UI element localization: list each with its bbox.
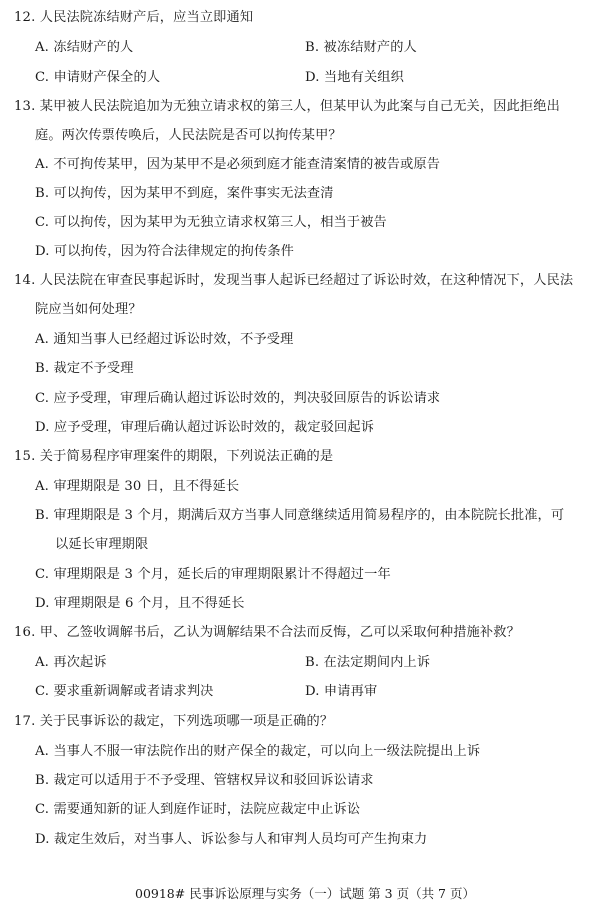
question-16-option-a: A. 再次起诉	[35, 655, 107, 670]
question-13-option-a: A. 不可拘传某甲，因为某甲不是必须到庭才能查清案情的被告或原告	[35, 157, 441, 172]
question-12-option-c: C. 申请财产保全的人	[35, 70, 161, 85]
question-13-stem-line-1: 13. 某甲被人民法院追加为无独立请求权的第三人，但某甲认为此案与自己无关，因此拒绝出	[14, 99, 560, 114]
question-16-option-c: C. 要求重新调解或者请求判决	[35, 684, 214, 699]
question-13-option-d: D. 可以拘传，因为符合法律规定的拘传条件	[35, 244, 295, 259]
question-17-stem: 17. 关于民事诉讼的裁定，下列选项哪一项是正确的？	[14, 714, 334, 729]
question-13-option-b: B. 可以拘传，因为某甲不到庭，案件事实无法查清	[35, 186, 334, 201]
question-14-stem-line-2: 院应当如何处理？	[35, 302, 142, 317]
question-17-option-b: B. 裁定可以适用于不予受理、管辖权异议和驳回诉讼请求	[35, 773, 374, 788]
question-14-option-b: B. 裁定不予受理	[35, 361, 134, 376]
question-12-option-b: B. 被冻结财产的人	[305, 40, 417, 55]
question-13-option-c: C. 可以拘传，因为某甲为无独立请求权第三人，相当于被告	[35, 215, 387, 230]
question-15-option-c: C. 审理期限是 3 个月，延长后的审理期限累计不得超过一年	[35, 567, 391, 582]
question-12-stem: 12. 人民法院冻结财产后，应当立即通知	[14, 10, 254, 25]
question-14-option-d: D. 应予受理，审理后确认超过诉讼时效的，裁定驳回起诉	[35, 420, 375, 435]
question-17-option-a: A. 当事人不服一审法院作出的财产保全的裁定，可以向上一级法院提出上诉	[35, 744, 481, 759]
question-13-stem-line-2: 庭。两次传票传唤后，人民法院是否可以拘传某甲？	[35, 128, 342, 143]
question-12-option-d: D. 当地有关组织	[305, 70, 404, 85]
question-15-stem: 15. 关于简易程序审理案件的期限，下列说法正确的是	[14, 449, 334, 464]
question-16-stem: 16. 甲、乙签收调解书后，乙认为调解结果不合法而反悔，乙可以采取何种措施补救？	[14, 625, 520, 640]
question-15-option-d: D. 审理期限是 6 个月，且不得延长	[35, 596, 245, 611]
question-14-stem-line-1: 14. 人民法院在审查民事起诉时，发现当事人起诉已经超过了诉讼时效，在这种情况下，人民法	[14, 273, 574, 288]
question-14-option-c: C. 应予受理，审理后确认超过诉讼时效的，判决驳回原告的诉讼请求	[35, 391, 441, 406]
question-15-option-b: B. 审理期限是 3 个月，期满后双方当事人同意继续适用简易程序的，由本院院长批准，可	[35, 508, 565, 523]
question-17-option-c: C. 需要通知新的证人到庭作证时，法院应裁定中止诉讼	[35, 802, 361, 817]
question-16-option-b: B. 在法定期间内上诉	[305, 655, 431, 670]
question-14-option-a: A. 通知当事人已经超过诉讼时效，不予受理	[35, 332, 294, 347]
question-12-option-a: A. 冻结财产的人	[35, 40, 134, 55]
question-15-option-b-continued: 以延长审理期限	[55, 537, 149, 552]
page-footer: 00918# 民事诉讼原理与实务（一）试题 第 3 页（共 7 页）	[135, 886, 475, 901]
question-16-option-d: D. 申请再审	[305, 684, 378, 699]
question-15-option-a: A. 审理期限是 30 日，且不得延长	[35, 479, 240, 494]
question-17-option-d: D. 裁定生效后，对当事人、诉讼参与人和审判人员均可产生拘束力	[35, 832, 428, 847]
